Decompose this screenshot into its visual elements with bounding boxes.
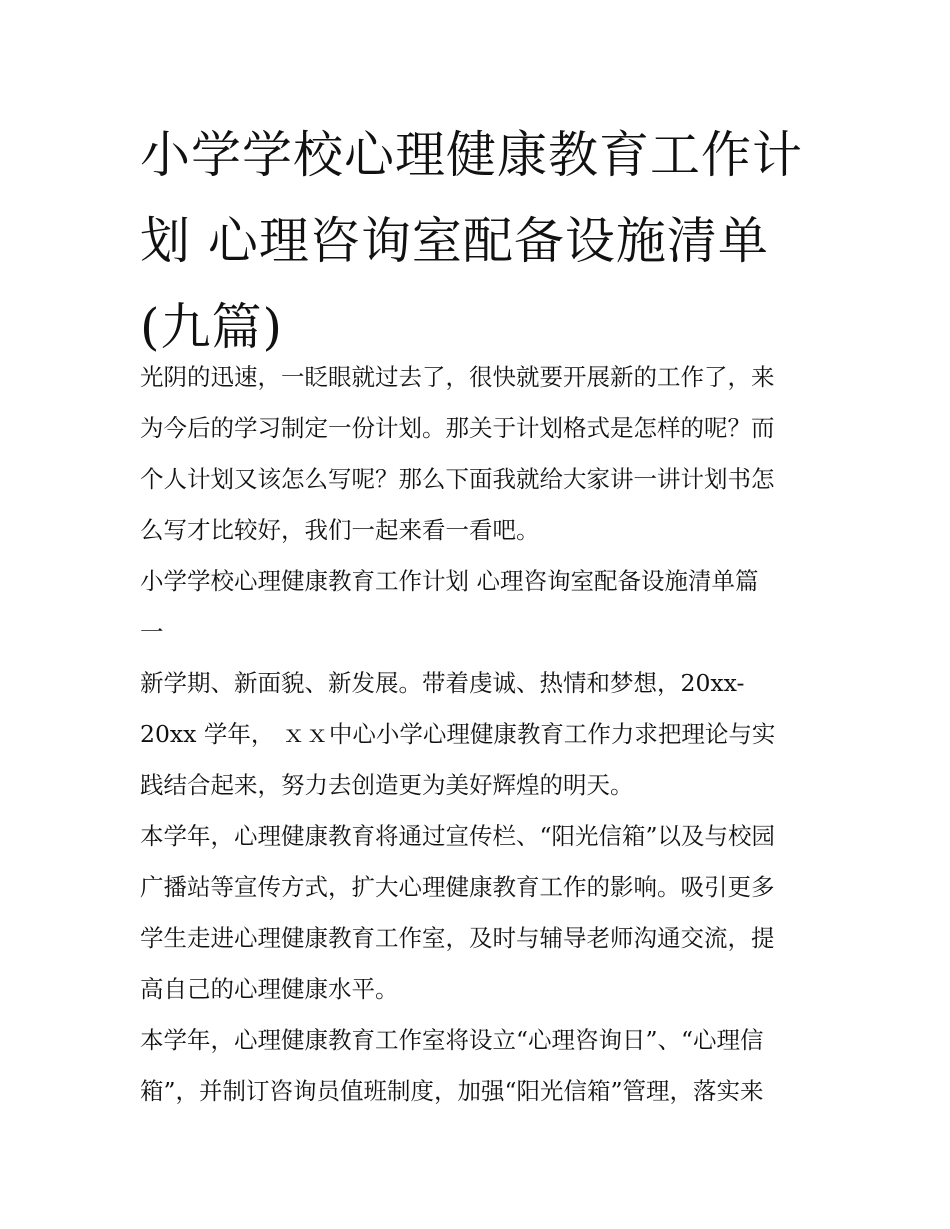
body-line: 个人计划又该怎么写呢？那么下面我就给大家讲一讲计划书怎 (140, 465, 775, 493)
title-line: 划 心理咨询室配备设施清单 (140, 212, 769, 270)
body-line: 广播站等宣传方式，扩大心理健康教育工作的影响。吸引更多 (140, 873, 775, 901)
document-body (140, 352, 830, 1117)
body-line: 践结合起来，努力去创造更为美好辉煌的明天。 (140, 771, 634, 799)
body-line: 学生走进心理健康教育工作室，及时与辅导老师沟通交流，提 (140, 924, 775, 952)
body-line: 么写才比较好，我们一起来看一看吧。 (140, 516, 540, 544)
body-line: 光阴的迅速，一眨眼就过去了，很快就要开展新的工作了，来 (140, 363, 775, 391)
title-line: 小学学校心理健康教育工作计 (140, 126, 803, 184)
body-line: 为今后的学习制定一份计划。那关于计划格式是怎样的呢？而 (140, 414, 775, 442)
body-line: 新学期、新面貌、新发展。带着虔诚、热情和梦想，20xx- (140, 669, 745, 697)
title-line: (九篇) (140, 298, 284, 356)
body-line: 本学年，心理健康教育工作室将设立“心理咨询日”、“心理信 (140, 1026, 764, 1054)
section-heading-line: 小学学校心理健康教育工作计划 心理咨询室配备设施清单篇 (140, 567, 759, 595)
section-heading-line: 一 (140, 618, 164, 646)
body-line: 本学年，心理健康教育将通过宣传栏、“阳光信箱”以及与校园 (140, 822, 776, 850)
body-line: 箱”，并制订咨询员值班制度，加强“阳光信箱”管理，落实来 (140, 1077, 764, 1105)
document-title (140, 112, 830, 370)
body-line: 高自己的心理健康水平。 (140, 975, 399, 1003)
body-line: 20xx 学年， ｘｘ中心小学心理健康教育工作力求把理论与实 (140, 720, 776, 748)
